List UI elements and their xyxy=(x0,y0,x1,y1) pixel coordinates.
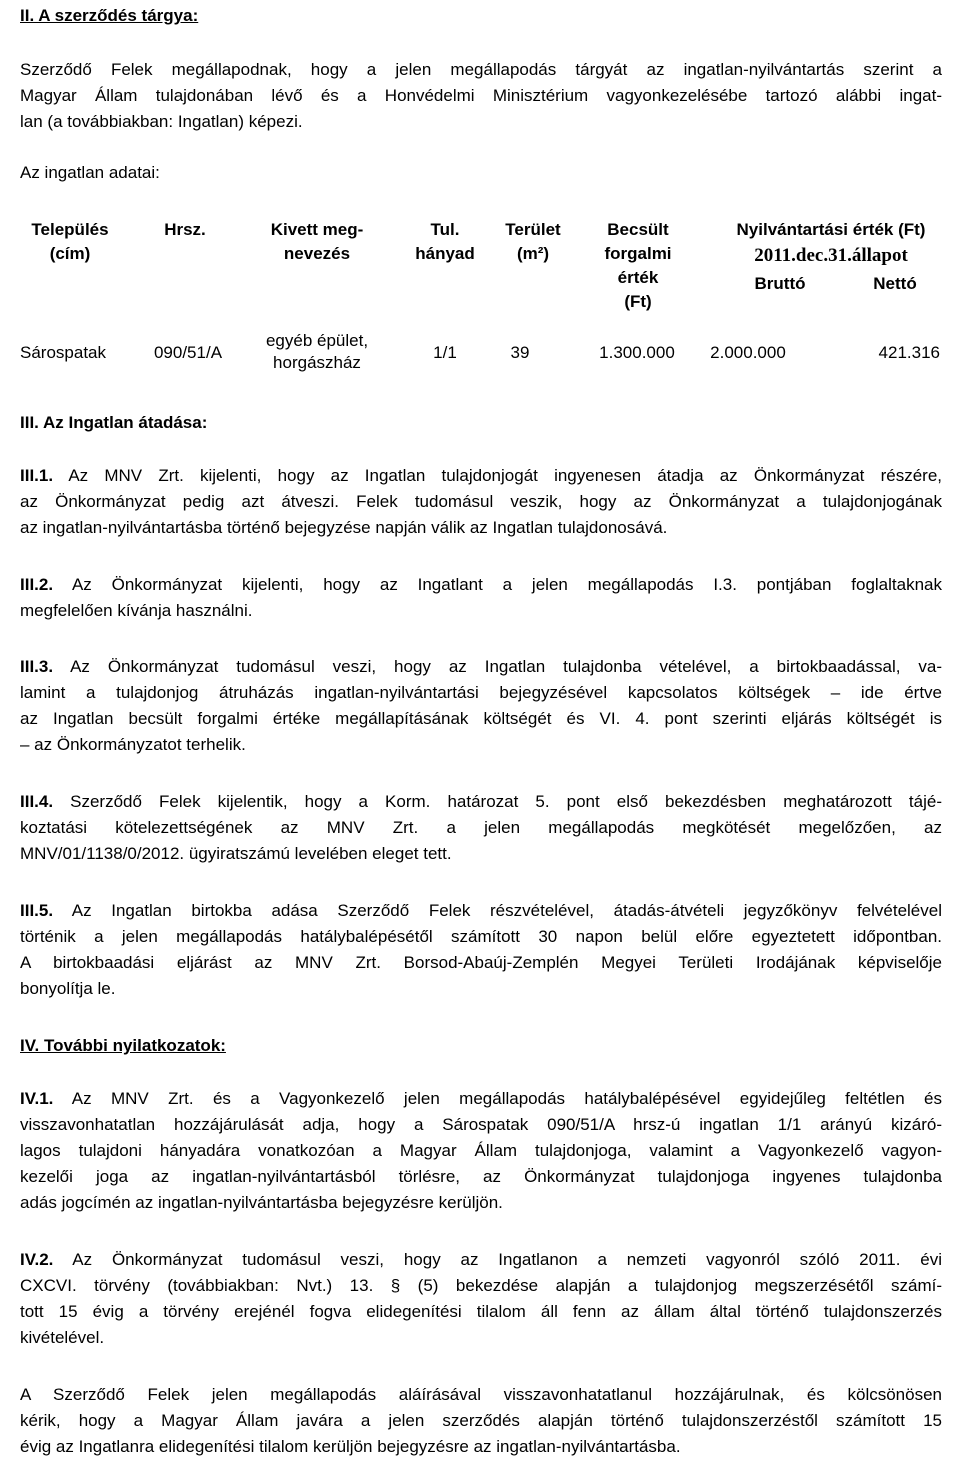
para-line: történik a jelen megállapodás hatálybalépésétől számított 30 napon belül előre egyeztetett időpontban. xyxy=(20,927,942,946)
section-4-title: IV. További nyilatkozatok: xyxy=(20,1036,226,1055)
para-line: – az Önkormányzatot terhelik. xyxy=(20,735,246,754)
para-line: IV.2. Az Önkormányzat tudomásul veszi, hogy az Ingatlanon a nemzeti vagyonról szóló 2011. évi xyxy=(20,1250,942,1269)
para-line: adás jogcímén az ingatlan-nyilvántartásba bejegyzésre kerüljön. xyxy=(20,1193,503,1212)
para-line: bonyolítja le. xyxy=(20,979,116,998)
para-num: IV.2. xyxy=(20,1250,54,1269)
row-hrsz: 090/51/A xyxy=(153,343,223,362)
header-netto: Nettó xyxy=(873,274,917,293)
row-tul: 1/1 xyxy=(433,343,457,362)
para-line: koztatási kötelezettségének az MNV Zrt. a jelen megállapodás megkötését megelőzően, az xyxy=(20,818,942,837)
header-nyilvantartasi: Nyilvántartási érték (Ft) xyxy=(736,220,926,239)
header-kivett: Kivett meg- nevezés xyxy=(270,220,364,263)
para-line: lagos tulajdoni hányadára vonatkozóan a Magyar Állam tulajdonjoga, valamint a Vagyonkezelő vagyon- xyxy=(20,1141,942,1160)
paragraph-iii-1 xyxy=(20,463,942,541)
para-line: kivételével. xyxy=(20,1328,105,1347)
para-line: III.1. Az MNV Zrt. kijelenti, hogy az Ingatlan tulajdonjogát ingyenesen átadja az Önkormányzat részére, xyxy=(20,466,942,485)
paragraph-iii-4 xyxy=(20,789,942,867)
header-hrsz: Hrsz. xyxy=(164,220,206,239)
para-line: A Szerződő Felek jelen megállapodás aláírásával visszavonhatatlanul hozzájárulnak, és kölcsönösen xyxy=(20,1385,942,1404)
para-num: III.2. xyxy=(20,575,54,594)
para-line: lamint a tulajdonjog átruházás ingatlan-nyilvántartási bejegyzésével kapcsolatos költségek – ide értve xyxy=(20,683,942,702)
header-telepules: Település (cím) xyxy=(31,220,109,263)
paragraph-iv-2 xyxy=(20,1247,942,1351)
header-brutto: Bruttó xyxy=(754,274,806,293)
header-allapot: 2011.dec.31.állapot xyxy=(754,245,908,266)
section-2-intro xyxy=(20,57,942,135)
paragraph-iii-5 xyxy=(20,898,942,1002)
row-netto: 421.316 xyxy=(878,343,940,362)
para-line: III.3. Az Önkormányzat tudomásul veszi, hogy az Ingatlan tulajdonba vételével, a birtokbaadással, va- xyxy=(20,657,942,676)
para-num: III.4. xyxy=(20,792,54,811)
para-line: az Önkormányzat pedig azt átveszi. Felek tudomásul veszik, hogy az Önkormányzat a tulajdonjogának xyxy=(20,492,942,511)
intro-line: lan (a továbbiakban: Ingatlan) képezi. xyxy=(20,112,303,131)
para-line: kezelői joga az ingatlan-nyilvántartásból törlésre, az Önkormányzat tulajdonjoga ingyenes tulajdonba xyxy=(20,1167,942,1186)
section-2-title: II. A szerződés tárgya: xyxy=(20,6,199,25)
para-num: III.5. xyxy=(20,901,54,920)
closing-paragraph xyxy=(20,1382,942,1460)
intro-line: Magyar Állam tulajdonában lévő és a Honvédelmi Minisztérium vagyonkezelésébe tartozó alábbi ingat- xyxy=(20,86,942,105)
para-line: kérik, hogy a Magyar Állam javára a jelen szerződés alapján történő tulajdonszerzéstől számított 15 xyxy=(20,1411,942,1430)
row-telepules: Sárospatak xyxy=(20,343,106,362)
para-line: CXCVI. törvény (továbbiakban: Nvt.) 13. § (5) bekezdése alapján a tulajdonjog megszerzésétől számí- xyxy=(20,1276,942,1295)
para-line: tott 15 évig a törvény erejénél fogva elidegenítési tilalom áll fenn az állam által történő tulajdonszerzés xyxy=(20,1302,942,1321)
para-line: az Ingatlan becsült forgalmi értéke megállapításának költségét és VI. 4. pont szerinti eljárás költségét is xyxy=(20,709,942,728)
intro-line: Szerződő Felek megállapodnak, hogy a jelen megállapodás tárgyát az ingatlan-nyilvántartás szerint a xyxy=(20,60,942,79)
para-num: III.3. xyxy=(20,657,54,676)
para-line: A birtokbaadási eljárást az MNV Zrt. Borsod-Abaúj-Zemplén Megyei Területi Irodájának képviselője xyxy=(20,953,942,972)
para-line: évig az Ingatlanra elidegenítési tilalom kerüljön bejegyzésre az ingatlan-nyilvántartásba. xyxy=(20,1437,681,1456)
row-terulet: 39 xyxy=(510,343,530,362)
section-4-body xyxy=(20,1086,942,1460)
paragraph-iii-2 xyxy=(20,572,942,624)
para-line: III.2. Az Önkormányzat kijelenti, hogy az Ingatlant a jelen megállapodás I.3. pontjában foglaltaknak xyxy=(20,575,942,594)
header-tul: Tul. hányad xyxy=(415,220,475,263)
para-line: az ingatlan-nyilvántartásba történő bejegyzése napján válik az Ingatlan tulajdonosává. xyxy=(20,518,668,537)
para-num: IV.1. xyxy=(20,1089,54,1108)
para-num: III.1. xyxy=(20,466,54,485)
row-becsult: 1.300.000 xyxy=(599,343,675,362)
para-line: III.5. Az Ingatlan birtokba adása Szerződő Felek részvételével, átadás-átvételi jegyzőkönyv felvételével xyxy=(20,901,942,920)
para-line: megfelelően kívánja használni. xyxy=(20,601,253,620)
paragraph-iv-1 xyxy=(20,1086,942,1216)
para-line: MNV/01/1138/0/2012. ügyiratszámú levelében eleget tett. xyxy=(20,844,452,863)
para-line: visszavonhatatlan hozzájárulását adja, hogy a Sárospatak 090/51/A hrsz-ú ingatlan 1/1 arányú kizáró- xyxy=(20,1115,942,1134)
section-3-body xyxy=(20,463,942,1002)
property-table xyxy=(20,210,942,380)
para-line: IV.1. Az MNV Zrt. és a Vagyonkezelő jelen megállapodás hatálybalépésével egyidejűleg feltétlen és xyxy=(20,1089,942,1108)
paragraph-iii-3 xyxy=(20,654,942,758)
property-data-label: Az ingatlan adatai: xyxy=(20,163,160,182)
section-3-title: III. Az Ingatlan átadása: xyxy=(20,413,208,432)
header-becsult: Becsült forgalmi érték (Ft) xyxy=(604,220,672,311)
header-terulet: Terület (m²) xyxy=(505,220,561,263)
row-kivett: egyéb épület, horgászház xyxy=(265,331,369,372)
row-brutto: 2.000.000 xyxy=(710,343,786,362)
para-line: III.4. Szerződő Felek kijelentik, hogy a Korm. határozat 5. pont első bekezdésben meghatározott tájé- xyxy=(20,792,942,811)
